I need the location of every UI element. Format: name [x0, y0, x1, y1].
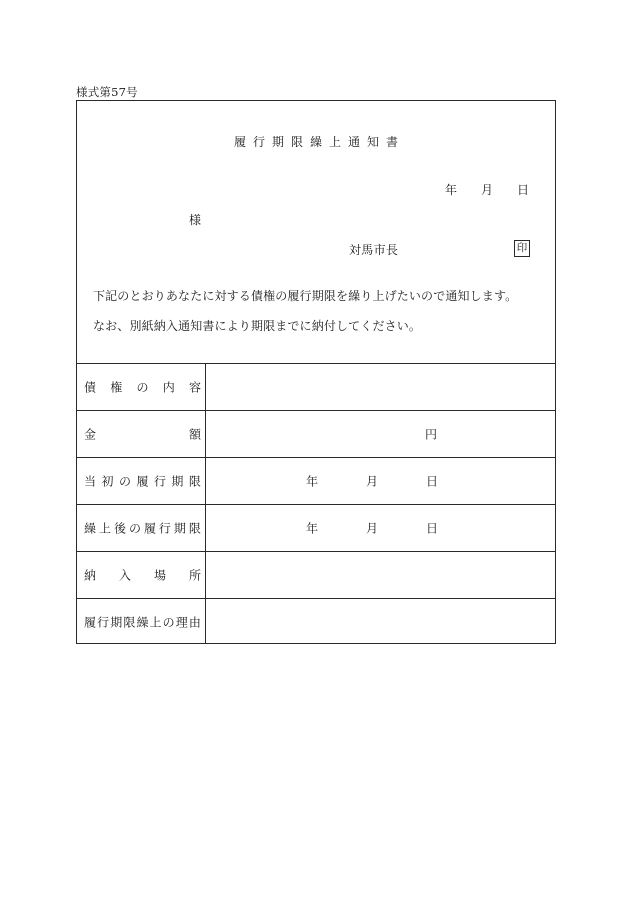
- label-char: 内: [162, 380, 175, 395]
- label-char: 入: [118, 568, 131, 583]
- label-char: 期: [173, 521, 186, 536]
- details-table: [77, 364, 555, 644]
- row-label-advanced-deadline: [84, 520, 201, 537]
- label-char: 容: [188, 380, 201, 395]
- label-char: 権: [110, 380, 123, 395]
- table-row-reason: [77, 599, 555, 644]
- label-char: 初: [101, 474, 114, 489]
- notice-form: [76, 100, 556, 644]
- label-char: 納: [84, 568, 97, 583]
- table-row-original-deadline: [77, 458, 555, 505]
- seal-stamp-box: 印: [514, 240, 530, 257]
- issue-date-year: 年: [445, 183, 458, 197]
- advanced-deadline-day: 日: [426, 521, 439, 536]
- label-char: 行: [158, 521, 171, 536]
- issue-date-month: 月: [481, 183, 494, 197]
- amount-unit: 円: [425, 427, 438, 442]
- table-row-amount: [77, 411, 555, 458]
- payment-place-field[interactable]: [206, 552, 555, 598]
- advanced-deadline-month: 月: [366, 521, 379, 536]
- label-char: 所: [188, 568, 201, 583]
- label-char: 限: [188, 521, 201, 536]
- table-row-payment-place: [77, 552, 555, 599]
- table-row-advanced-deadline: [77, 505, 555, 552]
- label-char: の: [128, 521, 141, 536]
- label-char: の: [118, 474, 131, 489]
- label-char: の: [162, 615, 175, 629]
- label-char: 期: [110, 615, 123, 629]
- row-label-reason: [84, 613, 201, 630]
- claim-content-field[interactable]: [206, 364, 555, 410]
- table-row-claim-content: [77, 364, 555, 411]
- label-char: 限: [188, 474, 201, 489]
- label-char: 場: [153, 568, 166, 583]
- row-label-claim-content: [84, 379, 201, 396]
- label-char: 限: [123, 615, 136, 629]
- label-char: 履: [143, 521, 156, 536]
- original-deadline-year: 年: [306, 474, 319, 489]
- notice-paragraph-2: なお、別紙納入通知書により期限までに納付してください。: [93, 319, 422, 333]
- label-char: の: [136, 380, 149, 395]
- issuer-name: 対馬市長: [349, 243, 399, 257]
- addressee-honorific: 様: [189, 213, 202, 227]
- notice-header-section: [77, 101, 555, 364]
- label-char: 行: [153, 474, 166, 489]
- label-char: 上: [149, 615, 162, 629]
- advanced-deadline-field[interactable]: [206, 505, 555, 551]
- amount-field[interactable]: [206, 411, 555, 457]
- label-char: 履: [136, 474, 149, 489]
- label-char: 由: [188, 615, 201, 629]
- label-char: 期: [171, 474, 184, 489]
- notice-paragraph-1: 下記のとおりあなたに対する債権の履行期限を繰り上げたいので通知します。: [93, 289, 518, 303]
- reason-field[interactable]: [206, 599, 555, 644]
- original-deadline-field[interactable]: [206, 458, 555, 504]
- advanced-deadline-year: 年: [306, 521, 319, 536]
- row-label-payment-place: [84, 567, 201, 584]
- label-char: 当: [84, 474, 97, 489]
- label-char: 繰: [84, 521, 97, 536]
- document-title: 履行期限繰上通知書: [233, 135, 405, 149]
- label-char: 行: [97, 615, 110, 629]
- label-char: 理: [175, 615, 188, 629]
- label-char: 額: [188, 427, 201, 442]
- label-char: 後: [113, 521, 126, 536]
- issue-date-day: 日: [517, 183, 530, 197]
- issue-date-line: [77, 181, 555, 197]
- row-label-original-deadline: [84, 473, 201, 490]
- original-deadline-day: 日: [426, 474, 439, 489]
- label-char: 債: [84, 380, 97, 395]
- form-number: 様式第57号: [76, 85, 138, 99]
- label-char: 履: [84, 615, 97, 629]
- label-char: 金: [84, 427, 97, 442]
- original-deadline-month: 月: [366, 474, 379, 489]
- label-char: 繰: [136, 615, 149, 629]
- row-label-amount: [84, 426, 201, 443]
- label-char: 上: [98, 521, 111, 536]
